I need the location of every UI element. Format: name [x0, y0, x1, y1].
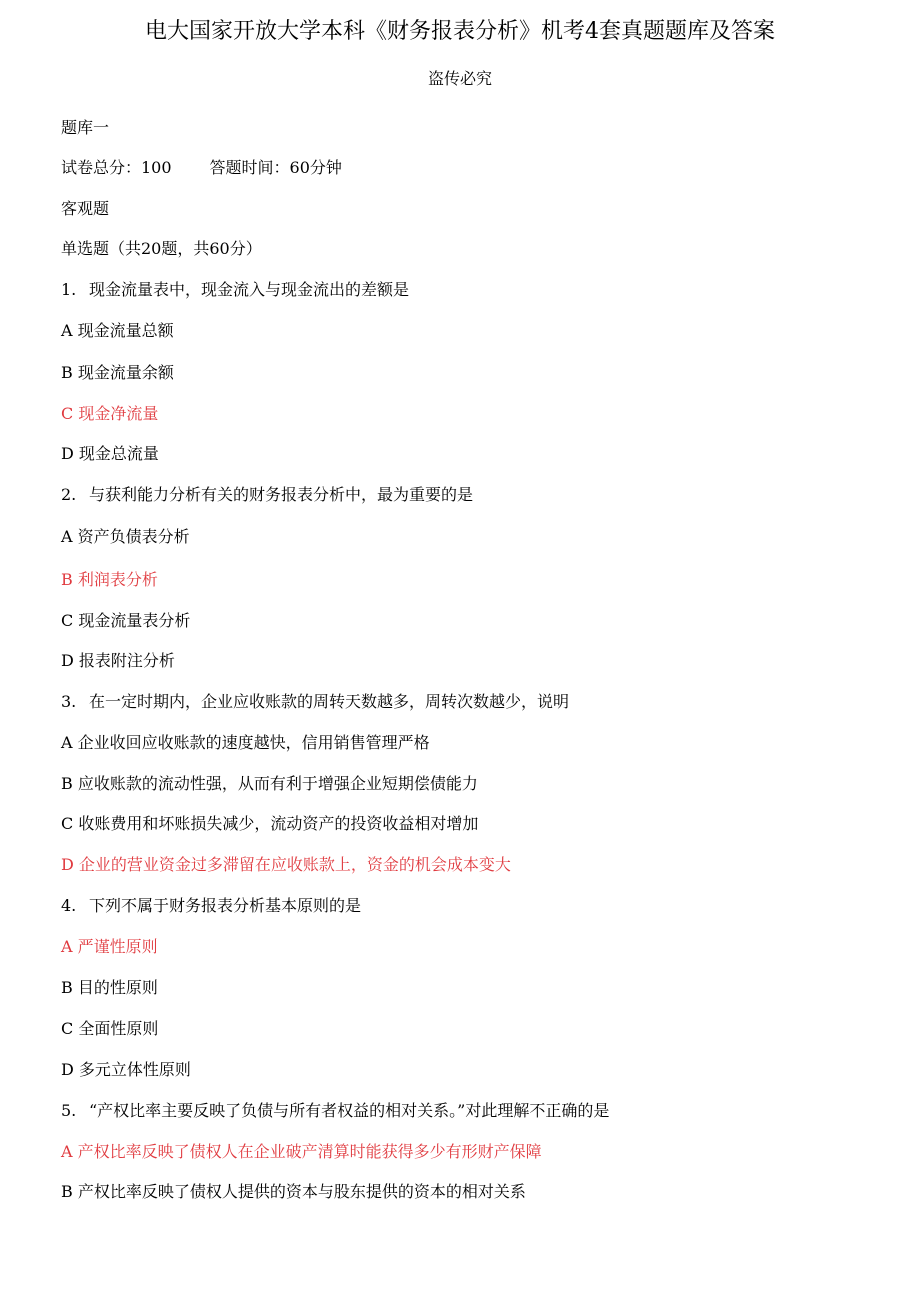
question-text: 与获利能力分析有关的财务报表分析中，最为重要的是: [89, 485, 474, 504]
answer-option: B 目的性原则: [61, 978, 158, 997]
exam-meta: [61, 156, 342, 180]
exam-time: 答题时间：60分钟: [209, 158, 342, 177]
question-stem: [61, 690, 569, 714]
section-heading: 题库一: [61, 118, 110, 137]
question-stem: [61, 894, 361, 918]
answer-option: A 企业收回应收账款的速度越快，信用销售管理严格: [61, 733, 430, 752]
answer-option: C 全面性原则: [61, 1019, 159, 1038]
category-heading: 客观题: [61, 199, 110, 218]
question-stem: [61, 278, 409, 302]
answer-option: C 收账费用和坏账损失减少，流动资产的投资收益相对增加: [61, 814, 479, 833]
answer-option: D 报表附注分析: [61, 651, 175, 670]
answer-option-correct: C 现金净流量: [61, 404, 159, 423]
answer-option-correct: B 利润表分析: [61, 570, 158, 589]
question-number: 5.: [61, 1101, 77, 1120]
answer-option: A 现金流量总额: [61, 321, 174, 340]
total-score: 试卷总分：100: [61, 158, 172, 177]
question-number: 4.: [61, 896, 77, 915]
answer-option: D 现金总流量: [61, 444, 159, 463]
answer-option-correct: A 严谨性原则: [61, 937, 158, 956]
answer-option: A 资产负债表分析: [61, 527, 190, 546]
answer-option: C 现金流量表分析: [61, 611, 191, 630]
answer-option: D 多元立体性原则: [61, 1060, 191, 1079]
answer-option-correct: D 企业的营业资金过多滞留在应收账款上，资金的机会成本变大: [61, 855, 511, 874]
document-title: 电大国家开放大学本科《财务报表分析》机考4套真题题库及答案: [145, 19, 775, 44]
document-subtitle: 盗传必究: [427, 69, 492, 88]
question-number: 3.: [61, 692, 77, 711]
question-text: “产权比率主要反映了负债与所有者权益的相对关系。”对此理解不正确的是: [89, 1101, 610, 1120]
answer-option: B 现金流量余额: [61, 363, 174, 382]
question-text: 现金流量表中，现金流入与现金流出的差额是: [89, 280, 410, 299]
answer-option: B 产权比率反映了债权人提供的资本与股东提供的资本的相对关系: [61, 1182, 526, 1201]
question-text: 在一定时期内，企业应收账款的周转天数越多，周转次数越少，说明: [89, 692, 570, 711]
part-heading: 单选题（共20题，共60分）: [61, 239, 262, 258]
question-stem: [61, 483, 473, 507]
question-text: 下列不属于财务报表分析基本原则的是: [89, 896, 362, 915]
question-stem: [61, 1099, 609, 1123]
question-number: 1.: [61, 280, 77, 299]
answer-option-correct: A 产权比率反映了债权人在企业破产清算时能获得多少有形财产保障: [61, 1142, 542, 1161]
answer-option: B 应收账款的流动性强，从而有利于增强企业短期偿债能力: [61, 774, 478, 793]
question-number: 2.: [61, 485, 77, 504]
